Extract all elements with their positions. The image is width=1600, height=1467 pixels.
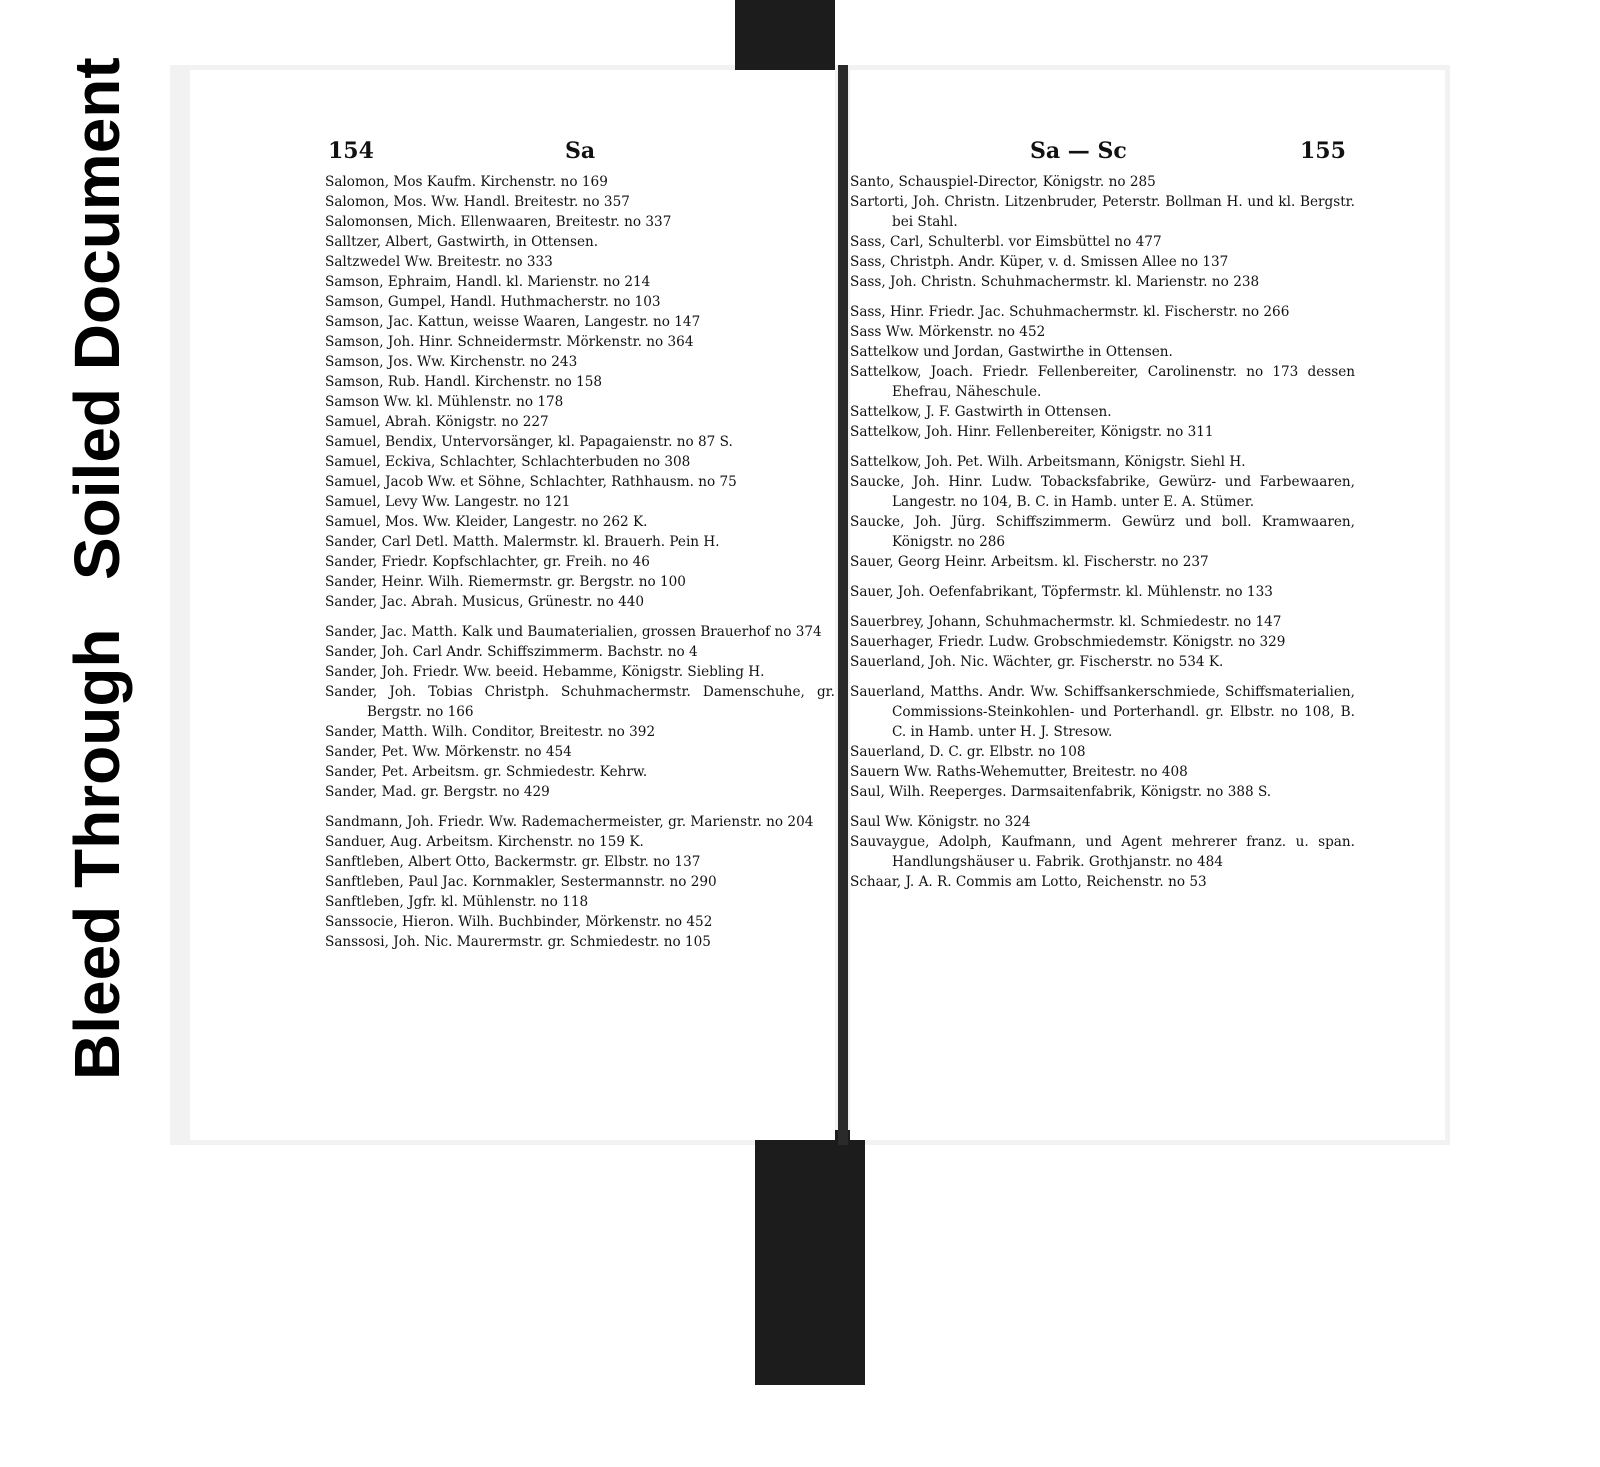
directory-entry: Sander, Jac. Abrah. Musicus, Grünestr. no 440 <box>325 594 645 610</box>
left-page <box>190 70 835 1140</box>
directory-entry: Saul Ww. Königstr. no 324 <box>850 814 1031 830</box>
side-label <box>60 57 140 1080</box>
directory-entry: Sass, Joh. Christn. Schuhmachermstr. kl. Marienstr. no 238 <box>850 274 1260 290</box>
directory-entry: Samuel, Bendix, Untervorsänger, kl. Papagaienstr. no 87 S. <box>325 434 733 450</box>
directory-entry: Sander, Heinr. Wilh. Riemermstr. gr. Bergstr. no 100 <box>325 574 686 590</box>
directory-entry: Sandmann, Joh. Friedr. Ww. Rademachermeister, gr. Marienstr. no 204 <box>325 814 814 830</box>
directory-entry: Santo, Schauspiel-Director, Königstr. no 285 <box>850 174 1156 190</box>
left-page-number: 154 <box>328 138 374 164</box>
directory-entry: Sauer, Georg Heinr. Arbeitsm. kl. Fischerstr. no 237 <box>850 554 1209 570</box>
directory-entry: Sander, Pet. Arbeitsm. gr. Schmiedestr. Kehrw. <box>325 764 648 780</box>
directory-entry: Samson Ww. kl. Mühlenstr. no 178 <box>325 394 564 410</box>
right-page <box>850 70 1445 1140</box>
directory-entry: Sander, Mad. gr. Bergstr. no 429 <box>325 784 550 800</box>
directory-entry: Sander, Jac. Matth. Kalk und Baumaterialien, grossen Brauerhof no 374 <box>325 624 822 640</box>
right-page-header: Sa — Sc <box>1030 138 1127 164</box>
directory-entry: Samson, Rub. Handl. Kirchenstr. no 158 <box>325 374 603 390</box>
binding-strip-bottom <box>755 1130 865 1385</box>
directory-entry: Samson, Jos. Ww. Kirchenstr. no 243 <box>325 354 578 370</box>
directory-entry: Sass, Hinr. Friedr. Jac. Schuhmachermstr. kl. Fischerstr. no 266 <box>850 304 1290 320</box>
directory-entry: Sauerland, D. C. gr. Elbstr. no 108 <box>850 744 1086 760</box>
directory-entry: Saul, Wilh. Reeperges. Darmsaitenfabrik, Königstr. no 388 S. <box>850 784 1272 800</box>
directory-entry: Samuel, Eckiva, Schlachter, Schlachterbuden no 308 <box>325 454 691 470</box>
directory-entry: Sanssocie, Hieron. Wilh. Buchbinder, Mörkenstr. no 452 <box>325 914 713 930</box>
right-entry-list <box>850 172 1355 892</box>
directory-entry: Sander, Matth. Wilh. Conditor, Breitestr. no 392 <box>325 724 656 740</box>
directory-entry: Samuel, Abrah. Königstr. no 227 <box>325 414 549 430</box>
directory-entry: Salomon, Mos. Ww. Handl. Breitestr. no 357 <box>325 194 630 210</box>
directory-entry: Sauerland, Matths. Andr. Ww. Schiffsankerschmiede, Schiffsmaterialien, Commissions-Steinkohlen- und Porterhandl. gr. Elbstr. no 108, B. C. in Hamb. unter H. J. Stresow. <box>850 684 1355 740</box>
directory-entry: Sattelkow, J. F. Gastwirth in Ottensen. <box>850 404 1112 420</box>
directory-entry: Saucke, Joh. Jürg. Schiffszimmerm. Gewürz und boll. Kramwaaren, Königstr. no 286 <box>850 514 1355 550</box>
directory-entry: Sanftleben, Paul Jac. Kornmakler, Sestermannstr. no 290 <box>325 874 717 890</box>
directory-entry: Sartorti, Joh. Christn. Litzenbruder, Peterstr. Bollman H. und kl. Bergstr. bei Stahl. <box>850 194 1355 230</box>
binding-strip-top <box>735 0 835 72</box>
directory-entry: Sanftleben, Jgfr. kl. Mühlenstr. no 118 <box>325 894 589 910</box>
directory-entry: Sattelkow, Joh. Hinr. Fellenbereiter, Königstr. no 311 <box>850 424 1214 440</box>
directory-entry: Sander, Pet. Ww. Mörkenstr. no 454 <box>325 744 572 760</box>
directory-entry: Samson, Joh. Hinr. Schneidermstr. Mörkenstr. no 364 <box>325 334 694 350</box>
directory-entry: Sattelkow, Joach. Friedr. Fellenbereiter, Carolinenstr. no 173 dessen Ehefrau, Näheschule. <box>850 364 1355 400</box>
directory-entry: Sander, Joh. Tobias Christph. Schuhmachermstr. Damenschuhe, gr. Bergstr. no 166 <box>325 684 835 720</box>
directory-entry: Sauerbrey, Johann, Schuhmachermstr. kl. Schmiedestr. no 147 <box>850 614 1282 630</box>
directory-entry: Sander, Joh. Carl Andr. Schiffszimmerm. Bachstr. no 4 <box>325 644 698 660</box>
directory-entry: Sauerhager, Friedr. Ludw. Grobschmiedemstr. Königstr. no 329 <box>850 634 1286 650</box>
directory-entry: Sauvaygue, Adolph, Kaufmann, und Agent mehrerer franz. u. span. Handlungshäuser u. Fabrik. Grothjanstr. no 484 <box>850 834 1355 870</box>
directory-entry: Samson, Jac. Kattun, weisse Waaren, Langestr. no 147 <box>325 314 701 330</box>
left-page-header: Sa <box>565 138 596 164</box>
directory-entry: Samuel, Mos. Ww. Kleider, Langestr. no 262 K. <box>325 514 648 530</box>
directory-entry: Salltzer, Albert, Gastwirth, in Ottensen. <box>325 234 599 250</box>
directory-entry: Sanduer, Aug. Arbeitsm. Kirchenstr. no 159 K. <box>325 834 644 850</box>
directory-entry: Sauer, Joh. Oefenfabrikant, Töpfermstr. kl. Mühlenstr. no 133 <box>850 584 1273 600</box>
directory-entry: Sass, Christph. Andr. Küper, v. d. Smissen Allee no 137 <box>850 254 1229 270</box>
directory-entry: Sattelkow, Joh. Pet. Wilh. Arbeitsmann, Königstr. Siehl H. <box>850 454 1246 470</box>
book-gutter <box>838 65 848 1145</box>
right-page-number: 155 <box>1300 138 1346 164</box>
directory-entry: Sauerland, Joh. Nic. Wächter, gr. Fischerstr. no 534 K. <box>850 654 1224 670</box>
directory-entry: Saltzwedel Ww. Breitestr. no 333 <box>325 254 553 270</box>
bleed-through-label: Bleed Through <box>61 628 133 1080</box>
directory-entry: Salomonsen, Mich. Ellenwaaren, Breitestr. no 337 <box>325 214 672 230</box>
directory-entry: Saucke, Joh. Hinr. Ludw. Tobacksfabrike, Gewürz- und Farbewaaren, Langestr. no 104, B. C. in Hamb. unter E. A. Stümer. <box>850 474 1355 510</box>
directory-entry: Schaar, J. A. R. Commis am Lotto, Reichenstr. no 53 <box>850 874 1207 890</box>
directory-entry: Sanftleben, Albert Otto, Backermstr. gr. Elbstr. no 137 <box>325 854 701 870</box>
directory-entry: Samuel, Levy Ww. Langestr. no 121 <box>325 494 571 510</box>
directory-entry: Sander, Carl Detl. Matth. Malermstr. kl. Brauerh. Pein H. <box>325 534 720 550</box>
directory-entry: Salomon, Mos Kaufm. Kirchenstr. no 169 <box>325 174 608 190</box>
directory-entry: Sattelkow und Jordan, Gastwirthe in Ottensen. <box>850 344 1173 360</box>
directory-entry: Samuel, Jacob Ww. et Söhne, Schlachter, Rathhausm. no 75 <box>325 474 737 490</box>
directory-entry: Sanssosi, Joh. Nic. Maurermstr. gr. Schmiedestr. no 105 <box>325 934 711 950</box>
directory-entry: Samson, Ephraim, Handl. kl. Marienstr. no 214 <box>325 274 651 290</box>
directory-entry: Sander, Friedr. Kopfschlachter, gr. Freih. no 46 <box>325 554 650 570</box>
directory-entry: Sass Ww. Mörkenstr. no 452 <box>850 324 1046 340</box>
directory-entry: Sauern Ww. Raths-Wehemutter, Breitestr. no 408 <box>850 764 1188 780</box>
directory-entry: Sander, Joh. Friedr. Ww. beeid. Hebamme, Königstr. Siebling H. <box>325 664 765 680</box>
directory-entry: Sass, Carl, Schulterbl. vor Eimsbüttel no 477 <box>850 234 1162 250</box>
soiled-document-label: Soiled Document <box>61 57 133 580</box>
left-entry-list <box>325 172 835 952</box>
directory-entry: Samson, Gumpel, Handl. Huthmacherstr. no 103 <box>325 294 661 310</box>
